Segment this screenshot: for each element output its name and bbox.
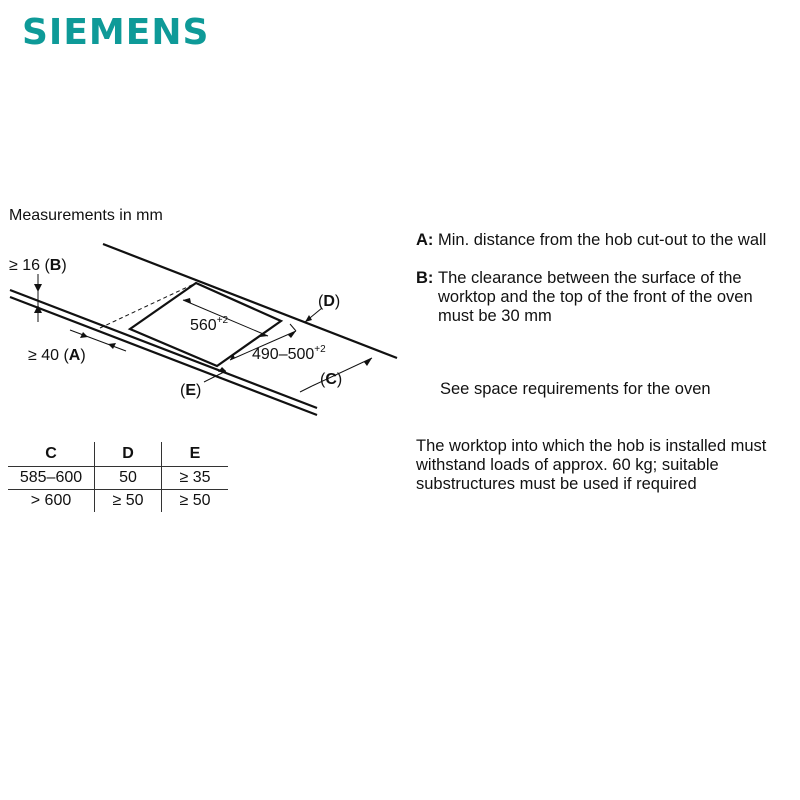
table-header: D <box>95 442 162 467</box>
note-text: Min. distance from the hob cut-out to the wall <box>438 231 767 249</box>
b-arrow-top <box>34 284 42 292</box>
note-b <box>416 269 786 326</box>
dashed-guide <box>100 283 196 328</box>
note-key: B: <box>416 269 434 287</box>
table-cell: ≥ 50 <box>179 492 211 509</box>
note-text: The clearance between the surface of the worktop and the top of the front of the oven must be 30 mm <box>438 269 753 325</box>
table-header: C <box>8 442 95 467</box>
table-cell: 585–600 <box>8 467 95 490</box>
table-cell: ≥ 35 <box>162 467 229 490</box>
worktop-back-edge <box>103 244 397 358</box>
siemens-logo: SIEMENS <box>22 12 210 53</box>
table-cell: 50 <box>95 467 162 490</box>
measurements-title: Measurements in mm <box>9 207 163 224</box>
table-cell: > 600 <box>8 490 95 513</box>
label-c: (C) <box>320 371 343 388</box>
cutout-depth-label: $490-500^{+2}$ <box>252 344 326 363</box>
note-key: A: <box>416 231 434 249</box>
label-e: (E) <box>180 382 202 399</box>
table-header-row <box>8 442 228 467</box>
see-space-note: See space requirements for the oven <box>440 380 711 398</box>
table-cell: ≥ 50 <box>95 490 162 513</box>
worktop-load-note: The worktop into which the hob is installed must withstand loads of approx. 60 kg; suitable substructures must be used if required <box>416 437 767 493</box>
table-header: E <box>189 445 201 462</box>
label-a: ≥ 40 (A) <box>28 347 86 364</box>
label-d: (D) <box>318 293 341 310</box>
cutout-width-label: $560^{+2}$ <box>190 315 229 334</box>
clearance-table <box>8 442 228 512</box>
label-b: ≥ 16 (B) <box>9 257 67 274</box>
table-row <box>8 490 228 513</box>
note-a <box>416 231 786 250</box>
table-row <box>8 467 228 490</box>
legend-notes <box>416 231 786 345</box>
